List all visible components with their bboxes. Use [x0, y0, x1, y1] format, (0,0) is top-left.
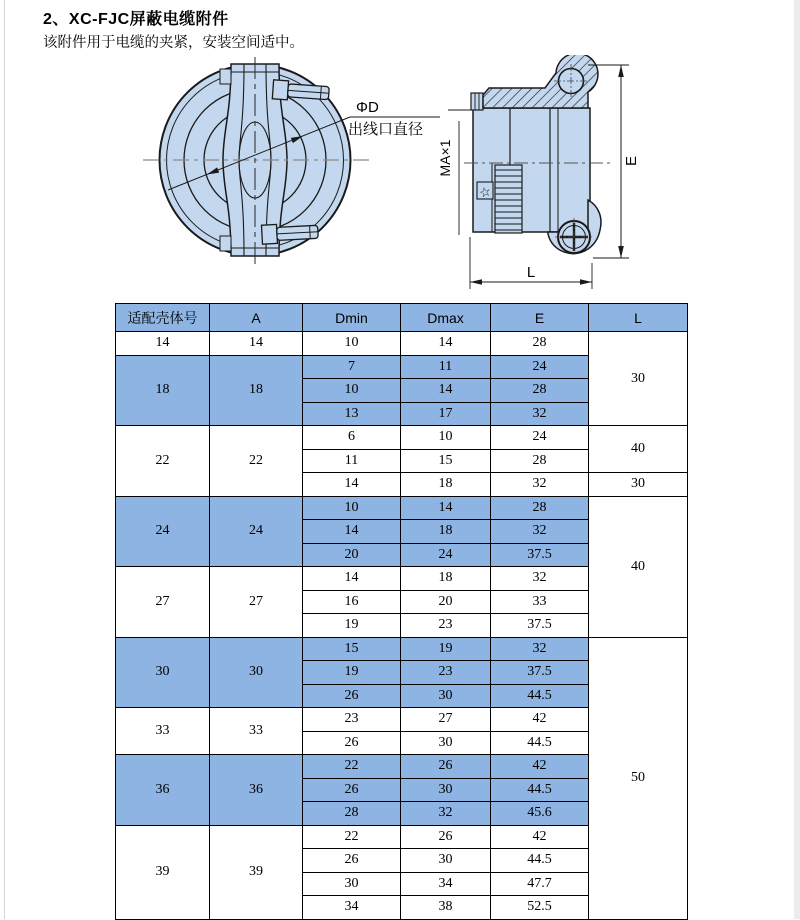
- dim-l-label: L: [526, 264, 536, 281]
- cell-dmin: 23: [303, 708, 401, 732]
- cell-e: 32: [491, 402, 589, 426]
- cell-e: 44.5: [491, 778, 589, 802]
- cell-dmax: 24: [401, 543, 491, 567]
- thread-label: MA×1: [437, 139, 453, 177]
- phi-d-label: ΦD: [356, 99, 379, 116]
- cell-dmax: 14: [401, 496, 491, 520]
- cell-a: 33: [210, 708, 303, 755]
- cell-dmax: 17: [401, 402, 491, 426]
- cell-e: 28: [491, 496, 589, 520]
- cell-e: 37.5: [491, 543, 589, 567]
- cell-l: 40: [589, 496, 688, 637]
- cell-a: 39: [210, 825, 303, 919]
- cell-a: 24: [210, 496, 303, 567]
- cell-dmin: 22: [303, 825, 401, 849]
- header-l: L: [589, 304, 688, 332]
- cell-dmax: 18: [401, 567, 491, 591]
- header-e: E: [491, 304, 589, 332]
- cell-dmax: 10: [401, 426, 491, 450]
- cell-dmax: 23: [401, 614, 491, 638]
- header-shell: 适配壳体号: [116, 304, 210, 332]
- cell-shell: 39: [116, 825, 210, 919]
- cell-dmin: 6: [303, 426, 401, 450]
- cell-e: 42: [491, 825, 589, 849]
- cell-dmin: 30: [303, 872, 401, 896]
- table-row: [116, 637, 688, 661]
- cell-a: 30: [210, 637, 303, 708]
- cell-a: 14: [210, 332, 303, 356]
- cell-dmax: 30: [401, 778, 491, 802]
- cell-dmin: 11: [303, 449, 401, 473]
- cell-dmin: 19: [303, 661, 401, 685]
- cell-e: 32: [491, 637, 589, 661]
- front-view-drawing: [143, 57, 440, 268]
- cell-l: 40: [589, 426, 688, 473]
- cell-dmin: 7: [303, 355, 401, 379]
- cell-l: 50: [589, 637, 688, 919]
- cell-dmin: 26: [303, 849, 401, 873]
- cell-shell: 27: [116, 567, 210, 638]
- cell-dmin: 10: [303, 379, 401, 403]
- thread-section: [495, 165, 522, 233]
- side-view-drawing: [437, 55, 640, 289]
- dim-e-label: E: [623, 155, 640, 167]
- cell-e: 44.5: [491, 684, 589, 708]
- star-symbol: ☆: [477, 183, 493, 201]
- cell-dmin: 13: [303, 402, 401, 426]
- cell-e: 28: [491, 379, 589, 403]
- cell-e: 37.5: [491, 614, 589, 638]
- header-dmin: Dmin: [303, 304, 401, 332]
- cell-e: 44.5: [491, 731, 589, 755]
- table-row: [116, 496, 688, 520]
- page-title: 2、XC-FJC屏蔽电缆附件: [43, 11, 229, 28]
- cell-dmax: 30: [401, 684, 491, 708]
- cell-shell: 14: [116, 332, 210, 356]
- cell-dmax: 14: [401, 379, 491, 403]
- page-left-border: [4, 0, 5, 919]
- cell-shell: 24: [116, 496, 210, 567]
- cell-dmax: 27: [401, 708, 491, 732]
- cell-e: 24: [491, 426, 589, 450]
- cell-dmax: 11: [401, 355, 491, 379]
- table-header-row: [116, 304, 688, 332]
- header-dmax: Dmax: [401, 304, 491, 332]
- cell-dmin: 14: [303, 520, 401, 544]
- side-body: [473, 108, 590, 232]
- cell-dmax: 18: [401, 520, 491, 544]
- cell-e: 24: [491, 355, 589, 379]
- cell-e: 33: [491, 590, 589, 614]
- cell-dmin: 19: [303, 614, 401, 638]
- cell-dmax: 15: [401, 449, 491, 473]
- cell-dmin: 10: [303, 496, 401, 520]
- cell-dmin: 14: [303, 473, 401, 497]
- cell-e: 45.6: [491, 802, 589, 826]
- outlet-diameter-label: 出线口直径: [348, 121, 424, 138]
- cell-dmax: 14: [401, 332, 491, 356]
- cell-e: 47.7: [491, 872, 589, 896]
- cell-e: 28: [491, 449, 589, 473]
- cell-dmin: 20: [303, 543, 401, 567]
- cell-e: 37.5: [491, 661, 589, 685]
- cell-shell: 33: [116, 708, 210, 755]
- cell-e: 28: [491, 332, 589, 356]
- technical-drawing-svg: [40, 55, 680, 305]
- cell-a: 36: [210, 755, 303, 826]
- header-a: A: [210, 304, 303, 332]
- cell-shell: 36: [116, 755, 210, 826]
- cell-dmax: 38: [401, 896, 491, 920]
- cell-dmin: 26: [303, 778, 401, 802]
- cell-dmin: 16: [303, 590, 401, 614]
- table-row: [116, 426, 688, 450]
- cell-l: 30: [589, 332, 688, 426]
- cell-dmax: 30: [401, 849, 491, 873]
- page-subtitle: 该附件用于电缆的夹紧，安装空间适中。: [43, 35, 304, 51]
- technical-drawing-figure: [40, 55, 680, 305]
- cell-a: 22: [210, 426, 303, 497]
- cell-dmax: 34: [401, 872, 491, 896]
- cell-e: 44.5: [491, 849, 589, 873]
- cell-shell: 22: [116, 426, 210, 497]
- cell-e: 52.5: [491, 896, 589, 920]
- cell-dmax: 23: [401, 661, 491, 685]
- cell-dmin: 26: [303, 684, 401, 708]
- cell-dmax: 18: [401, 473, 491, 497]
- cell-dmin: 14: [303, 567, 401, 591]
- thread-dimension: [437, 110, 473, 235]
- cell-dmax: 26: [401, 825, 491, 849]
- cell-e: 42: [491, 708, 589, 732]
- cell-e: 32: [491, 567, 589, 591]
- star-marker: [477, 182, 493, 201]
- cell-dmin: 28: [303, 802, 401, 826]
- cell-dmin: 34: [303, 896, 401, 920]
- cell-dmin: 10: [303, 332, 401, 356]
- spec-table: [115, 303, 688, 920]
- cell-a: 18: [210, 355, 303, 426]
- cell-dmin: 26: [303, 731, 401, 755]
- cell-dmax: 32: [401, 802, 491, 826]
- cell-dmax: 30: [401, 731, 491, 755]
- cell-a: 27: [210, 567, 303, 638]
- cell-dmin: 22: [303, 755, 401, 779]
- page-right-border: [794, 0, 800, 919]
- cell-dmax: 26: [401, 755, 491, 779]
- cell-shell: 30: [116, 637, 210, 708]
- cell-e: 32: [491, 520, 589, 544]
- table-row: [116, 332, 688, 356]
- cell-e: 32: [491, 473, 589, 497]
- cell-dmax: 19: [401, 637, 491, 661]
- cell-dmax: 20: [401, 590, 491, 614]
- cell-e: 42: [491, 755, 589, 779]
- cell-dmin: 15: [303, 637, 401, 661]
- cell-l: 30: [589, 473, 688, 497]
- cell-shell: 18: [116, 355, 210, 426]
